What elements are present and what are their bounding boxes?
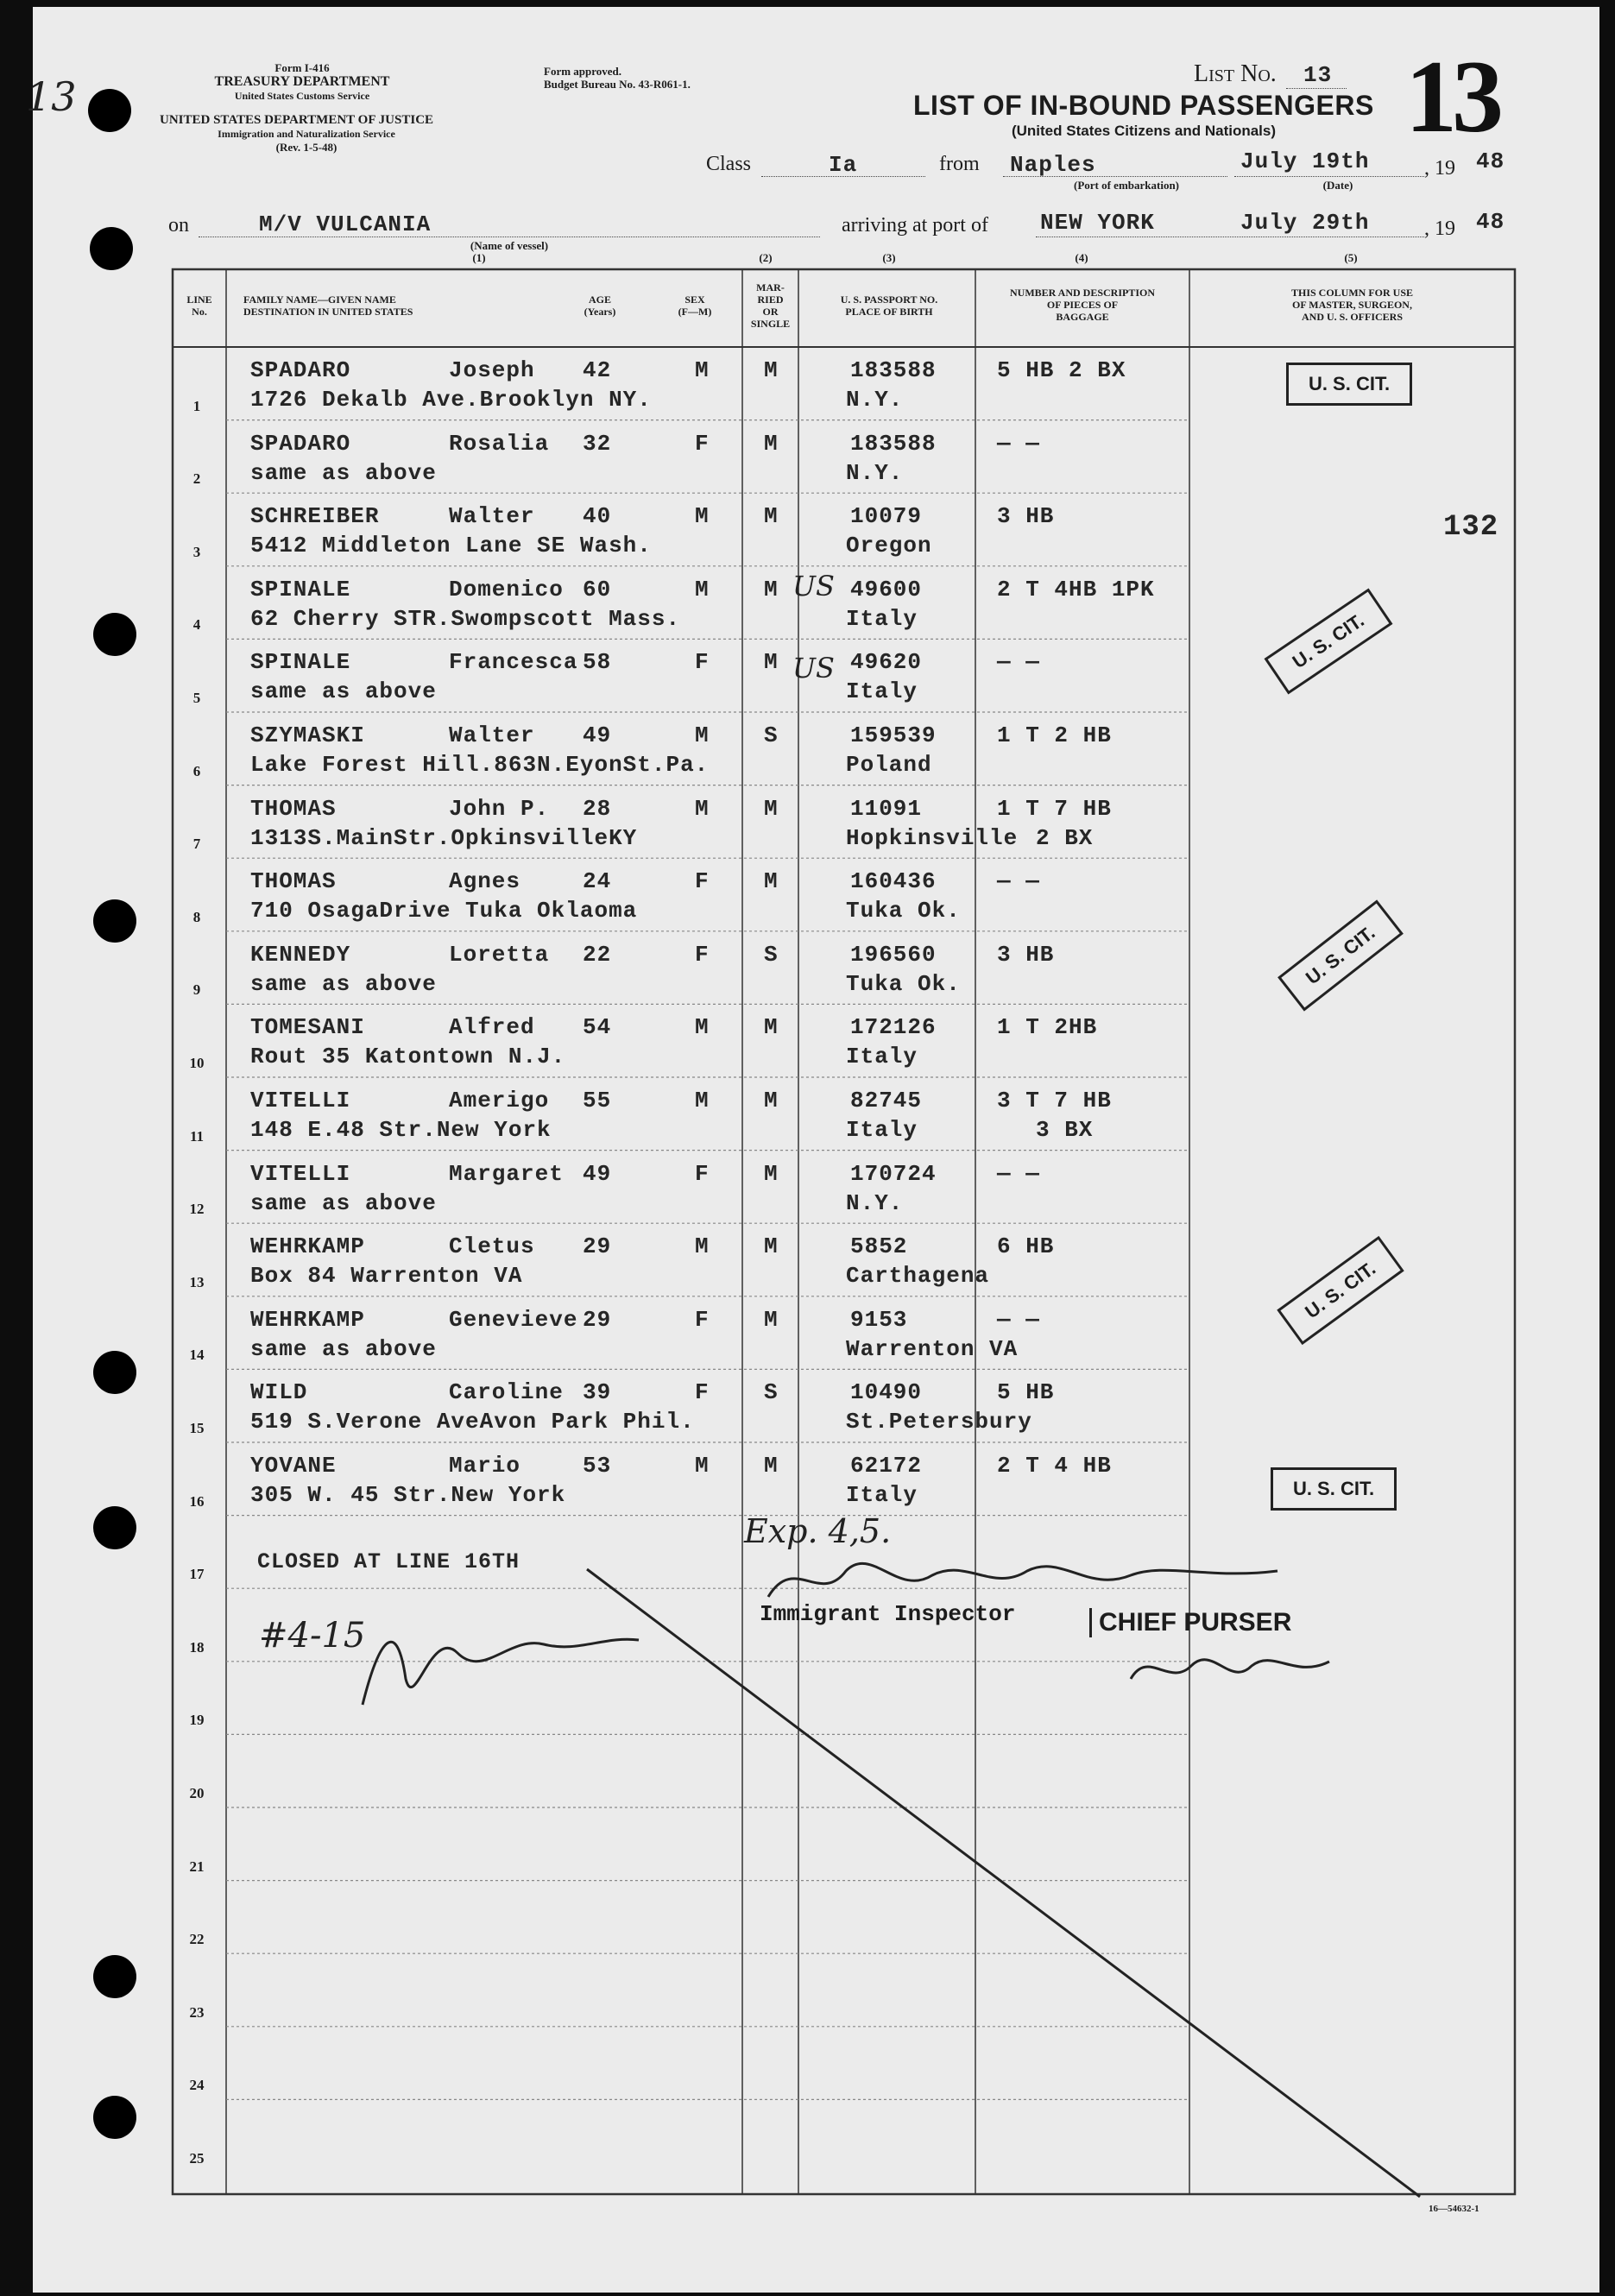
marital-status: M [764, 1160, 779, 1187]
sex: F [695, 868, 710, 895]
family-name: VITELLI [250, 1088, 351, 1113]
line-number: 11 [189, 1127, 205, 1145]
place-of-birth: St.Petersbury [846, 1409, 1032, 1435]
revision: (Rev. 1-5-48) [275, 141, 338, 154]
place-of-birth: Oregon [846, 533, 932, 559]
age: 53 [583, 1453, 612, 1479]
passport-number: 10490 [850, 1379, 923, 1406]
place-of-birth: N.Y. [846, 1189, 904, 1216]
baggage: 5 HB [997, 1379, 1055, 1406]
sex: F [695, 430, 710, 457]
baggage: 3 T 7 HB [997, 1088, 1112, 1113]
place-of-birth: Italy [846, 678, 918, 705]
us-citizen-stamp: U. S. CIT. [1277, 1236, 1404, 1345]
family-name: THOMAS [250, 868, 337, 895]
col-num-5: (5) [1344, 251, 1358, 264]
date-caption: (Date) [1322, 179, 1353, 192]
destination: 1726 Dekalb Ave.Brooklyn NY. [250, 387, 652, 413]
inspector-caption: Immigrant Inspector [760, 1601, 1016, 1627]
marital-status: M [764, 1306, 779, 1333]
line-number: 17 [189, 1566, 205, 1583]
port-of-embarkation: Naples [1010, 152, 1096, 178]
given-name: Walter [449, 503, 535, 530]
sex: M [695, 1453, 710, 1479]
passport-number: 5852 [850, 1233, 908, 1260]
line-number: 25 [189, 2150, 205, 2167]
baggage-extra: 3 BX [1036, 1117, 1094, 1143]
family-name: WEHRKAMP [250, 1233, 365, 1260]
form-approved: Form approved. [544, 65, 622, 78]
vessel-name: M/V VULCANIA [259, 211, 432, 237]
justice-department: UNITED STATES DEPARTMENT OF JUSTICE [160, 113, 434, 127]
list-number-label: List No. [1194, 60, 1277, 87]
arrival-year: 48 [1476, 209, 1505, 235]
line-number: 12 [189, 1201, 205, 1218]
customs-service: United States Customs Service [234, 90, 370, 102]
age: 29 [583, 1233, 612, 1260]
destination: 1313S.MainStr.OpkinsvilleKY [250, 824, 638, 851]
sex: M [695, 795, 710, 822]
sex: F [695, 649, 710, 676]
page-subtitle: (United States Citizens and Nationals) [1011, 123, 1277, 139]
passport-number: 183588 [850, 357, 937, 383]
place-of-birth: Hopkinsville [846, 824, 1019, 851]
given-name: Margaret [449, 1160, 564, 1187]
baggage: 1 T 2HB [997, 1014, 1098, 1041]
place-of-birth: Carthagena [846, 1263, 990, 1290]
place-of-birth: N.Y. [846, 387, 904, 413]
purser-signature [1122, 1640, 1347, 1700]
marital-status: S [764, 722, 779, 748]
passport-number: 172126 [850, 1014, 937, 1041]
baggage: — — [997, 1306, 1040, 1333]
passport-number: 160436 [850, 868, 937, 895]
sex: F [695, 1160, 710, 1187]
age: 55 [583, 1088, 612, 1113]
passport-number: 196560 [850, 941, 937, 968]
marital-status: M [764, 576, 779, 602]
place-of-birth: Tuka Ok. [846, 898, 961, 924]
us-citizen-stamp: U. S. CIT. [1271, 1467, 1397, 1511]
place-of-birth: N.Y. [846, 459, 904, 486]
marital-status: M [764, 649, 779, 676]
marital-status: M [764, 430, 779, 457]
sex: M [695, 1088, 710, 1113]
col-header-sex: SEX (F—M) [678, 293, 712, 318]
passport-number: 9153 [850, 1306, 908, 1333]
marital-status: S [764, 1379, 779, 1406]
age: 40 [583, 503, 612, 530]
family-name: SZYMASKI [250, 722, 365, 748]
col-num-1: (1) [472, 251, 486, 264]
given-name: John P. [449, 795, 550, 822]
side-number: 132 [1443, 511, 1499, 544]
on-label: on [168, 214, 189, 237]
col-header-age: AGE (Years) [584, 293, 616, 318]
place-of-birth: Warrenton VA [846, 1335, 1019, 1362]
big-list-number: 13 [1405, 39, 1498, 154]
marital-status: M [764, 503, 779, 530]
baggage: 1 T 7 HB [997, 795, 1112, 822]
destination: 62 Cherry STR.Swompscott Mass. [250, 605, 681, 632]
officer-signature [328, 1601, 656, 1722]
vessel-caption: (Name of vessel) [470, 239, 549, 252]
list-number: 13 [1303, 62, 1333, 88]
family-name: WILD [250, 1379, 308, 1406]
age: 54 [583, 1014, 612, 1041]
col-header-married: MAR- RIED OR SINGLE [750, 281, 791, 330]
family-name: SCHREIBER [250, 503, 380, 530]
destination: 5412 Middleton Lane SE Wash. [250, 533, 652, 559]
us-citizen-stamp: U. S. CIT. [1265, 588, 1393, 694]
col-header-name: FAMILY NAME—GIVEN NAME DESTINATION IN UNITED STATES [243, 293, 413, 318]
treasury-department: TREASURY DEPARTMENT [214, 74, 390, 89]
port-caption: (Port of embarkation) [1073, 179, 1180, 192]
sex: M [695, 1014, 710, 1041]
us-note: US [792, 570, 835, 602]
passport-number: 49620 [850, 649, 923, 676]
age: 32 [583, 430, 612, 457]
line-number: 9 [192, 981, 201, 999]
line-number: 4 [192, 616, 201, 634]
age: 24 [583, 868, 612, 895]
passport-number: 183588 [850, 430, 937, 457]
family-name: KENNEDY [250, 941, 351, 968]
given-name: Caroline [449, 1379, 564, 1406]
destination: same as above [250, 678, 437, 705]
baggage: 3 HB [997, 503, 1055, 530]
ins-service: Immigration and Naturalization Service [218, 128, 395, 140]
destination: same as above [250, 459, 437, 486]
chief-purser: CHIEF PURSER [1089, 1608, 1291, 1637]
from-label: from [939, 153, 980, 175]
line-number: 22 [189, 1931, 205, 1948]
marital-status: M [764, 357, 779, 383]
us-citizen-stamp: U. S. CIT. [1286, 363, 1412, 406]
baggage: 2 T 4HB 1PK [997, 576, 1155, 602]
given-name: Francesca [449, 649, 578, 676]
line-number: 2 [192, 470, 201, 488]
age: 58 [583, 649, 612, 676]
given-name: Mario [449, 1453, 521, 1479]
line-number: 19 [189, 1712, 205, 1729]
passport-number: 10079 [850, 503, 923, 530]
family-name: VITELLI [250, 1160, 351, 1187]
sex: F [695, 1306, 710, 1333]
passport-number: 11091 [850, 795, 923, 822]
age: 49 [583, 1160, 612, 1187]
family-name: YOVANE [250, 1453, 337, 1479]
line-number: 1 [192, 397, 201, 414]
destination: Rout 35 Katontown N.J. [250, 1044, 566, 1070]
baggage: — — [997, 649, 1040, 676]
passport-number: 159539 [850, 722, 937, 748]
year-prefix: , 19 [1424, 157, 1455, 180]
given-name: Walter [449, 722, 535, 748]
closed-note: CLOSED AT LINE 16TH [257, 1549, 520, 1574]
line-number: 5 [192, 690, 201, 706]
col-num-3: (3) [882, 251, 896, 264]
line-number: 15 [189, 1420, 205, 1436]
baggage: 3 HB [997, 941, 1055, 968]
col-num-2: (2) [759, 251, 773, 264]
place-of-birth: Italy [846, 1044, 918, 1070]
family-name: SPINALE [250, 576, 351, 602]
marital-status: M [764, 868, 779, 895]
baggage: — — [997, 430, 1040, 457]
family-name: SPADARO [250, 357, 351, 383]
destination: 148 E.48 Str.New York [250, 1117, 552, 1143]
age: 28 [583, 795, 612, 822]
baggage: — — [997, 1160, 1040, 1187]
given-name: Loretta [449, 941, 550, 968]
line-number: 18 [189, 1638, 205, 1656]
line-number: 16 [189, 1492, 205, 1510]
passport-number: 82745 [850, 1088, 923, 1113]
departure-date: July 19th [1240, 148, 1370, 174]
arrival-port: NEW YORK [1040, 210, 1155, 236]
line-number: 13 [189, 1273, 205, 1290]
passport-number: 170724 [850, 1160, 937, 1187]
age: 22 [583, 941, 612, 968]
sex: F [695, 1379, 710, 1406]
budget-bureau: Budget Bureau No. 43-R061-1. [544, 78, 691, 91]
arrival-date: July 29th [1240, 210, 1370, 236]
handwritten-exp: Exp. 4,5. [744, 1512, 892, 1550]
sex: M [695, 722, 710, 748]
family-name: WEHRKAMP [250, 1306, 365, 1333]
us-citizen-stamp: U. S. CIT. [1277, 899, 1404, 1011]
destination: 710 OsagaDrive Tuka Oklaoma [250, 898, 638, 924]
baggage: 2 T 4 HB [997, 1453, 1112, 1479]
baggage: 1 T 2 HB [997, 722, 1112, 748]
line-number: 6 [192, 762, 201, 779]
line-number: 3 [192, 543, 201, 560]
marital-status: M [764, 1453, 779, 1479]
line-number: 24 [189, 2077, 205, 2094]
corner-mark: 13 [26, 73, 77, 120]
handwritten-annotation: #4-15 [259, 1616, 366, 1656]
family-name: TOMESANI [250, 1014, 365, 1041]
col-header-baggage: NUMBER AND DESCRIPTION OF PIECES OF BAGGAGE [1009, 287, 1156, 323]
age: 60 [583, 576, 612, 602]
class-value: Ia [829, 152, 858, 178]
page-title: LIST OF IN-BOUND PASSENGERS [913, 90, 1374, 121]
destination: 519 S.Verone AveAvon Park Phil. [250, 1409, 695, 1435]
given-name: Agnes [449, 868, 521, 895]
us-note: US [792, 652, 835, 684]
marital-status: M [764, 795, 779, 822]
destination: Box 84 Warrenton VA [250, 1263, 523, 1290]
family-name: THOMAS [250, 795, 337, 822]
line-number: 20 [189, 1785, 205, 1801]
departure-year: 48 [1476, 148, 1505, 174]
sex: M [695, 1233, 710, 1260]
given-name: Cletus [449, 1233, 535, 1260]
destination: same as above [250, 970, 437, 997]
line-number: 10 [189, 1055, 205, 1071]
col-header-officers: THIS COLUMN FOR USE OF MASTER, SURGEON, AND U. S. OFFICERS [1290, 287, 1414, 323]
place-of-birth: Italy [846, 1117, 918, 1143]
age: 42 [583, 357, 612, 383]
sex: M [695, 503, 710, 530]
place-of-birth: Poland [846, 752, 932, 778]
sex: M [695, 576, 710, 602]
given-name: Amerigo [449, 1088, 550, 1113]
family-name: SPINALE [250, 649, 351, 676]
class-label: Class [706, 153, 752, 175]
passport-number: 49600 [850, 576, 923, 602]
line-number: 21 [189, 1858, 205, 1875]
line-number: 7 [192, 836, 201, 853]
given-name: Rosalia [449, 430, 550, 457]
line-number: 8 [192, 908, 201, 925]
given-name: Domenico [449, 576, 564, 602]
destination: 305 W. 45 Str.New York [250, 1482, 566, 1508]
marital-status: M [764, 1233, 779, 1260]
year-prefix-2: , 19 [1424, 218, 1455, 240]
place-of-birth: Tuka Ok. [846, 970, 961, 997]
age: 39 [583, 1379, 612, 1406]
given-name: Alfred [449, 1014, 535, 1041]
age: 49 [583, 722, 612, 748]
given-name: Joseph [449, 357, 535, 383]
marital-status: M [764, 1088, 779, 1113]
place-of-birth: Italy [846, 1482, 918, 1508]
col-header-line: LINE No. [186, 293, 212, 318]
family-name: SPADARO [250, 430, 351, 457]
age: 29 [583, 1306, 612, 1333]
marital-status: S [764, 941, 779, 968]
passport-number: 62172 [850, 1453, 923, 1479]
col-header-passport: U. S. PASSPORT NO. PLACE OF BIRTH [840, 293, 938, 318]
marital-status: M [764, 1014, 779, 1041]
given-name: Genevieve [449, 1306, 578, 1333]
line-number: 14 [189, 1347, 205, 1364]
sex: F [695, 941, 710, 968]
baggage-extra: 2 BX [1036, 824, 1094, 851]
destination: same as above [250, 1335, 437, 1362]
form-number: Form I-416 [274, 61, 330, 74]
sex: M [695, 357, 710, 383]
baggage: 6 HB [997, 1233, 1055, 1260]
line-number: 23 [189, 2003, 205, 2021]
place-of-birth: Italy [846, 605, 918, 632]
destination: same as above [250, 1189, 437, 1216]
baggage: — — [997, 868, 1040, 895]
destination: Lake Forest Hill.863N.EyonSt.Pa. [250, 752, 710, 778]
baggage: 5 HB 2 BX [997, 357, 1126, 383]
col-num-4: (4) [1075, 251, 1088, 264]
arriving-label: arriving at port of [842, 214, 988, 237]
footer-code: 16—54632-1 [1429, 2204, 1479, 2214]
